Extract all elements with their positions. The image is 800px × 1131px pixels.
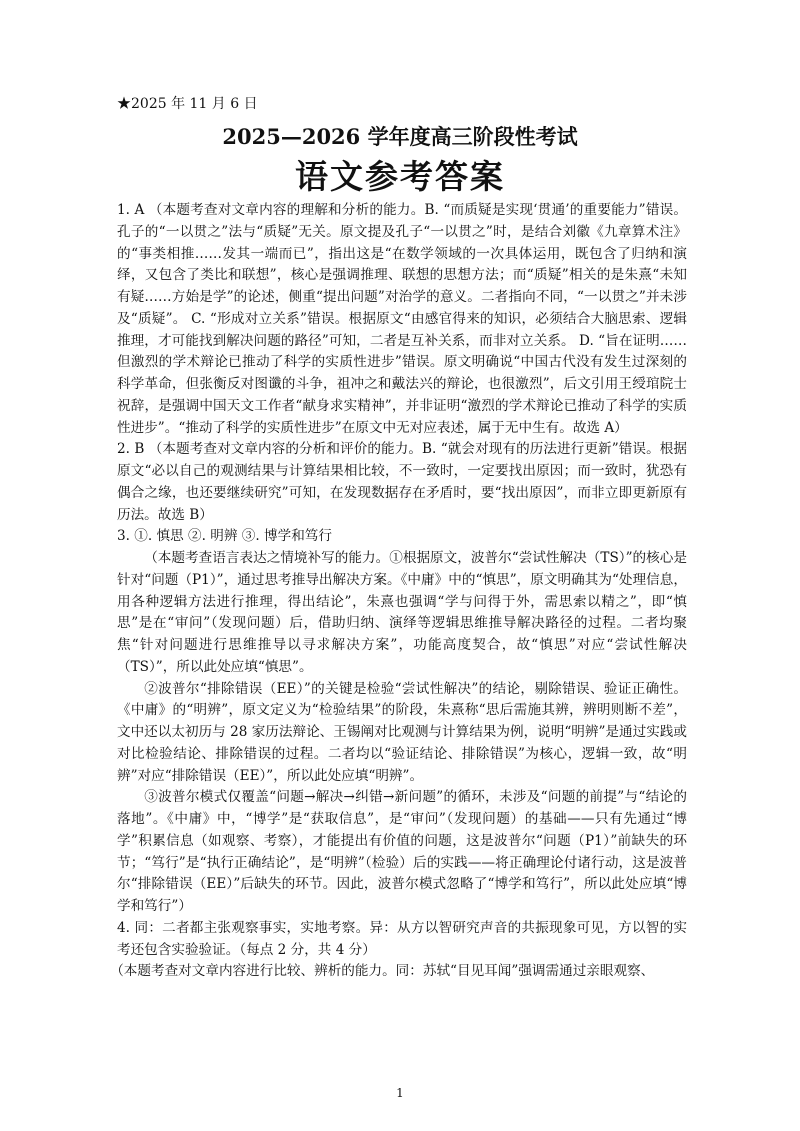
- answer-q1: 1. A （本题考查对文章内容的理解和分析的能力。B. “而质疑是实现‘贯通’的重要能力”错误。孔子的“一以贯之”法与“质疑”无关。原文提及孔子“一以贯之”时，是结合刘徽《九章算术注》的“事类相推……发其一端而已”，指出这是“在数学领域的一次具体运用，既包含了归纳和演绎，又包含了类比和联想”，核心是强调推理、联想的思想方法；而“质疑”相关的是朱熹“未知有疑……方始是学”的论述，侧重“提出问题”对治学的意义。二者指向不同，“一以贯之”并未涉及“质疑”。 C. “形成对立关系”错误。根据原文“由感官得来的知识，必须结合大脑思索、逻辑推理，才可能找到解决问题的路径”可知，二者是互补关系，而非对立关系。 D. “旨在证明……但激烈的学术辩论已推动了科学的实质性进步”错误。原文明确说“中国古代没有发生过深刻的科学革命，但张衡反对图谶的斗争，祖冲之和戴法兴的辩论，也很激烈”，后文引用王绶琯院士祝辞，是强调中国天文工作者“献身求实精神”，并非证明“激烈的学术辩论已推动了科学的实质性进步”。“推动了科学的实质性进步”在原文中无对应表述，属于无中生有。故选 A）: [117, 202, 687, 436]
- document-title: 语文参考答案: [295, 157, 505, 196]
- answer-q4: 4. 同：二者都主张观察事实，实地考察。异：从方以智研究声音的共振现象可见，方以智的实考还包含实验验证。（每点 2 分，共 4 分）: [117, 919, 687, 958]
- q4-explanation: （本题考查对文章内容进行比较、辨析的能力。同：苏轼“目见耳闻”强调需通过亲眼观察、: [110, 963, 655, 980]
- answer-q2: 2. B （本题考查对文章内容的分析和评价的能力。B. “就会对现有的历法进行更新”错误。根据原文“必以自己的观测结果与计算结果相比较，不一致时，一定要找出原因；而一致时，犹恐有偶合之缘，也还要继续研究”可知，在发现数据存在矛盾时，要“找出原因”，而非立即更新原有历法。故选 B）: [117, 441, 687, 523]
- q3-explanation-3: ③波普尔模式仅覆盖“问题→解决→纠错→新问题”的循环，未涉及“问题的前提”与“结论的落地”。《中庸》中，“博学”是“获取信息”，是“审问”（发现问题）的基础——只有先通过“博学”积累信息（如观察、考察），才能提出有价值的问题，这是波普尔“问题（P1）”前缺失的环节；“笃行”是“执行正确结论”，是“明辨”（检验）后的实践——将正确理论付诸行动，这是波普尔“排除错误（EE）”后缺失的环节。因此，波普尔模式忽略了“博学和笃行”，所以此处应填“博学和笃行”）: [117, 789, 687, 914]
- answer-q3: 3. ①. 慎思 ②. 明辨 ③. 博学和笃行: [117, 528, 332, 545]
- exam-date: ★2025 年 11 月 6 日: [117, 96, 258, 112]
- q3-explanation-2: ②波普尔“排除错误（EE）”的关键是检验“尝试性解决”的结论，剔除错误、验证正确性。《中庸》的“明辨”，原文定义为“检验结果”的阶段，朱熹称“思后需施其辨，辨明则断不差”，文中还以太初历与 28 家历法辩论、王锡阐对比观测与计算结果为例，说明“明辨”是通过实践或对比检验结论、排除错误的过程。二者均以“验证结论、排除错误”为核心，逻辑一致，故“明辨”对应“排除错误（EE）”，所以此处应填“明辨”。: [117, 680, 687, 784]
- page-number: 1: [396, 1086, 404, 1100]
- q3-explanation-1: （本题考查语言表达之情境补写的能力。①根据原文，波普尔“尝试性解决（TS）”的核心是针对“问题（P1）”，通过思考推导出解决方案。《中庸》中的“慎思”，原文明确其为“处理信息，用各种逻辑方法进行推理，得出结论”，朱熹也强调“学与问得于外，需思索以精之”，即“慎思”是在“审问”（发现问题）后，借助归纳、演绎等逻辑思维推导解决路径的过程。二者均聚焦“针对问题进行思维推导以寻求解决方案”，功能高度契合，故“慎思”对应“尝试性解决（TS）”，所以此处应填“慎思”。: [117, 550, 687, 675]
- exam-title: 2025—2026 学年度高三阶段性考试: [222, 124, 578, 149]
- answer-body: [110, 200, 687, 983]
